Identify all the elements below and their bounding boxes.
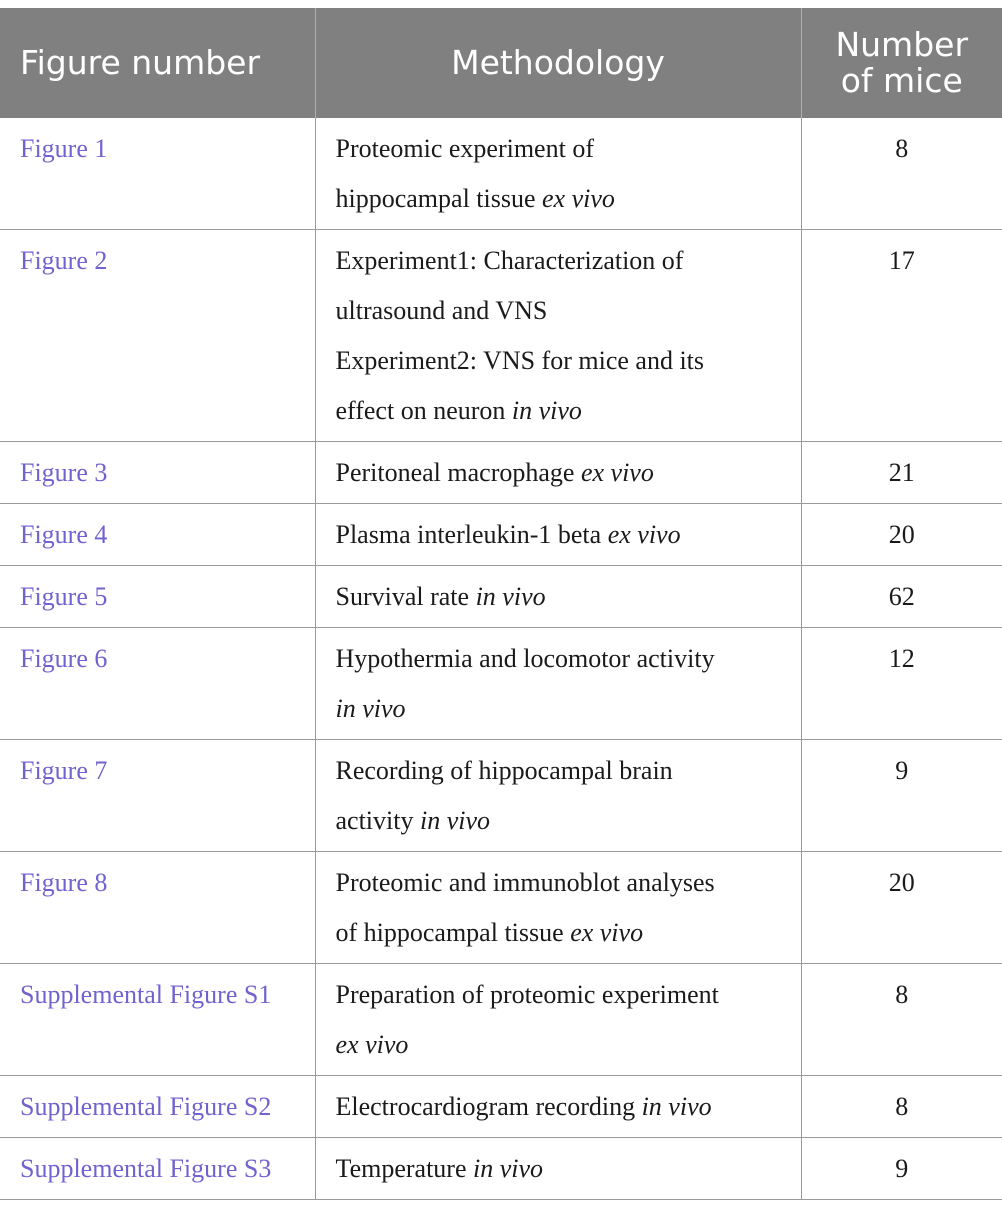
methodology-line bbox=[336, 908, 781, 958]
methodology-text: Recording of hippocampal brain bbox=[335, 756, 673, 785]
figure-link[interactable]: Supplemental Figure S3 bbox=[0, 1138, 315, 1200]
methodology-line bbox=[336, 510, 781, 560]
figure-link[interactable]: Figure 6 bbox=[0, 628, 315, 740]
figure-link[interactable]: Figure 8 bbox=[0, 852, 315, 964]
table-row bbox=[0, 740, 1002, 852]
methodology-line bbox=[336, 684, 781, 734]
methodology-italic-text: in vivo bbox=[641, 1092, 712, 1121]
methodology-text: Proteomic experiment of bbox=[335, 134, 594, 163]
mice-count: 8 bbox=[801, 1076, 1002, 1138]
figure-link[interactable]: Supplemental Figure S1 bbox=[0, 964, 315, 1076]
methodology-text: Proteomic and immunoblot analyses bbox=[335, 868, 715, 897]
methodology-italic-text: ex vivo bbox=[570, 918, 644, 947]
methodology-cell bbox=[315, 740, 801, 852]
table-header bbox=[0, 8, 1002, 118]
methodology-text: of hippocampal tissue bbox=[335, 918, 571, 947]
header-number-of-mice bbox=[801, 8, 1002, 118]
table-row bbox=[0, 1138, 1002, 1200]
table-row bbox=[0, 118, 1002, 230]
mice-count: 8 bbox=[801, 118, 1002, 230]
methodology-text: Survival rate bbox=[335, 582, 476, 611]
methodology-line bbox=[336, 448, 781, 498]
methodology-text: Electrocardiogram recording bbox=[335, 1092, 642, 1121]
methodology-italic-text: in vivo bbox=[475, 582, 546, 611]
methodology-line bbox=[336, 286, 781, 336]
methodology-italic-text: ex vivo bbox=[580, 458, 654, 487]
mice-count: 9 bbox=[801, 1138, 1002, 1200]
mice-count: 20 bbox=[801, 852, 1002, 964]
table-row bbox=[0, 566, 1002, 628]
header-mice-line2: of mice bbox=[840, 61, 963, 100]
methodology-text: Experiment2: VNS for mice and its bbox=[335, 346, 705, 375]
figure-link[interactable]: Figure 7 bbox=[0, 740, 315, 852]
table-row bbox=[0, 852, 1002, 964]
methodology-line bbox=[336, 634, 781, 684]
methodology-italic-text: in vivo bbox=[511, 396, 582, 425]
methodology-text: Peritoneal macrophage bbox=[335, 458, 581, 487]
methodology-cell bbox=[315, 230, 801, 442]
methodology-text: Experiment1: Characterization of bbox=[335, 246, 684, 275]
methodology-italic-text: ex vivo bbox=[335, 1030, 409, 1059]
mice-count: 9 bbox=[801, 740, 1002, 852]
methodology-italic-text: in vivo bbox=[335, 694, 406, 723]
methodology-line bbox=[336, 174, 781, 224]
methodology-text: Hypothermia and locomotor activity bbox=[335, 644, 715, 673]
methodology-text: hippocampal tissue bbox=[335, 184, 543, 213]
methodology-italic-text: in vivo bbox=[419, 806, 491, 835]
figure-link[interactable]: Supplemental Figure S2 bbox=[0, 1076, 315, 1138]
mice-count: 62 bbox=[801, 566, 1002, 628]
mice-count: 8 bbox=[801, 964, 1002, 1076]
table-row bbox=[0, 628, 1002, 740]
table-row bbox=[0, 230, 1002, 442]
figure-link[interactable]: Figure 1 bbox=[0, 118, 315, 230]
methodology-text: Plasma interleukin-1 beta bbox=[335, 520, 608, 549]
methodology-cell bbox=[315, 628, 801, 740]
methodology-cell bbox=[315, 118, 801, 230]
table-row bbox=[0, 504, 1002, 566]
methodology-cell bbox=[315, 1138, 801, 1200]
data-table bbox=[0, 8, 1002, 1200]
table-row bbox=[0, 1076, 1002, 1138]
methodology-line bbox=[336, 124, 781, 174]
table-row bbox=[0, 964, 1002, 1076]
methodology-text: Preparation of proteomic experiment bbox=[335, 980, 719, 1009]
methodology-line bbox=[336, 1082, 781, 1132]
methodology-cell bbox=[315, 566, 801, 628]
methodology-italic-text: ex vivo bbox=[607, 520, 681, 549]
figure-link[interactable]: Figure 3 bbox=[0, 442, 315, 504]
mice-count: 17 bbox=[801, 230, 1002, 442]
figure-link[interactable]: Figure 5 bbox=[0, 566, 315, 628]
methodology-line bbox=[336, 1020, 781, 1070]
methodology-line bbox=[336, 796, 781, 846]
methodology-line bbox=[336, 858, 781, 908]
methodology-line bbox=[336, 236, 781, 286]
methodology-cell bbox=[315, 964, 801, 1076]
methodology-line bbox=[336, 746, 781, 796]
methodology-cell bbox=[315, 442, 801, 504]
header-methodology: Methodology bbox=[315, 8, 801, 118]
methodology-line bbox=[336, 386, 781, 436]
mice-count: 12 bbox=[801, 628, 1002, 740]
methodology-cell bbox=[315, 504, 801, 566]
table-body bbox=[0, 118, 1002, 1200]
mice-count: 21 bbox=[801, 442, 1002, 504]
header-figure-number: Figure number bbox=[0, 8, 315, 118]
methodology-italic-text: in vivo bbox=[473, 1154, 544, 1183]
methodology-line bbox=[336, 572, 781, 622]
figure-link[interactable]: Figure 2 bbox=[0, 230, 315, 442]
methodology-line bbox=[336, 1144, 781, 1194]
methodology-line bbox=[336, 336, 781, 386]
methodology-cell bbox=[315, 1076, 801, 1138]
methodology-text: ultrasound and VNS bbox=[335, 296, 548, 325]
figure-link[interactable]: Figure 4 bbox=[0, 504, 315, 566]
methodology-text: Temperature bbox=[335, 1154, 473, 1183]
header-row bbox=[0, 8, 1002, 118]
methodology-line bbox=[336, 970, 781, 1020]
methodology-text: activity bbox=[335, 806, 420, 835]
mice-count: 20 bbox=[801, 504, 1002, 566]
header-mice-line1: Number bbox=[835, 25, 969, 64]
methodology-italic-text: ex vivo bbox=[542, 184, 615, 213]
methodology-cell bbox=[315, 852, 801, 964]
table-row bbox=[0, 442, 1002, 504]
methodology-text: effect on neuron bbox=[335, 396, 512, 425]
